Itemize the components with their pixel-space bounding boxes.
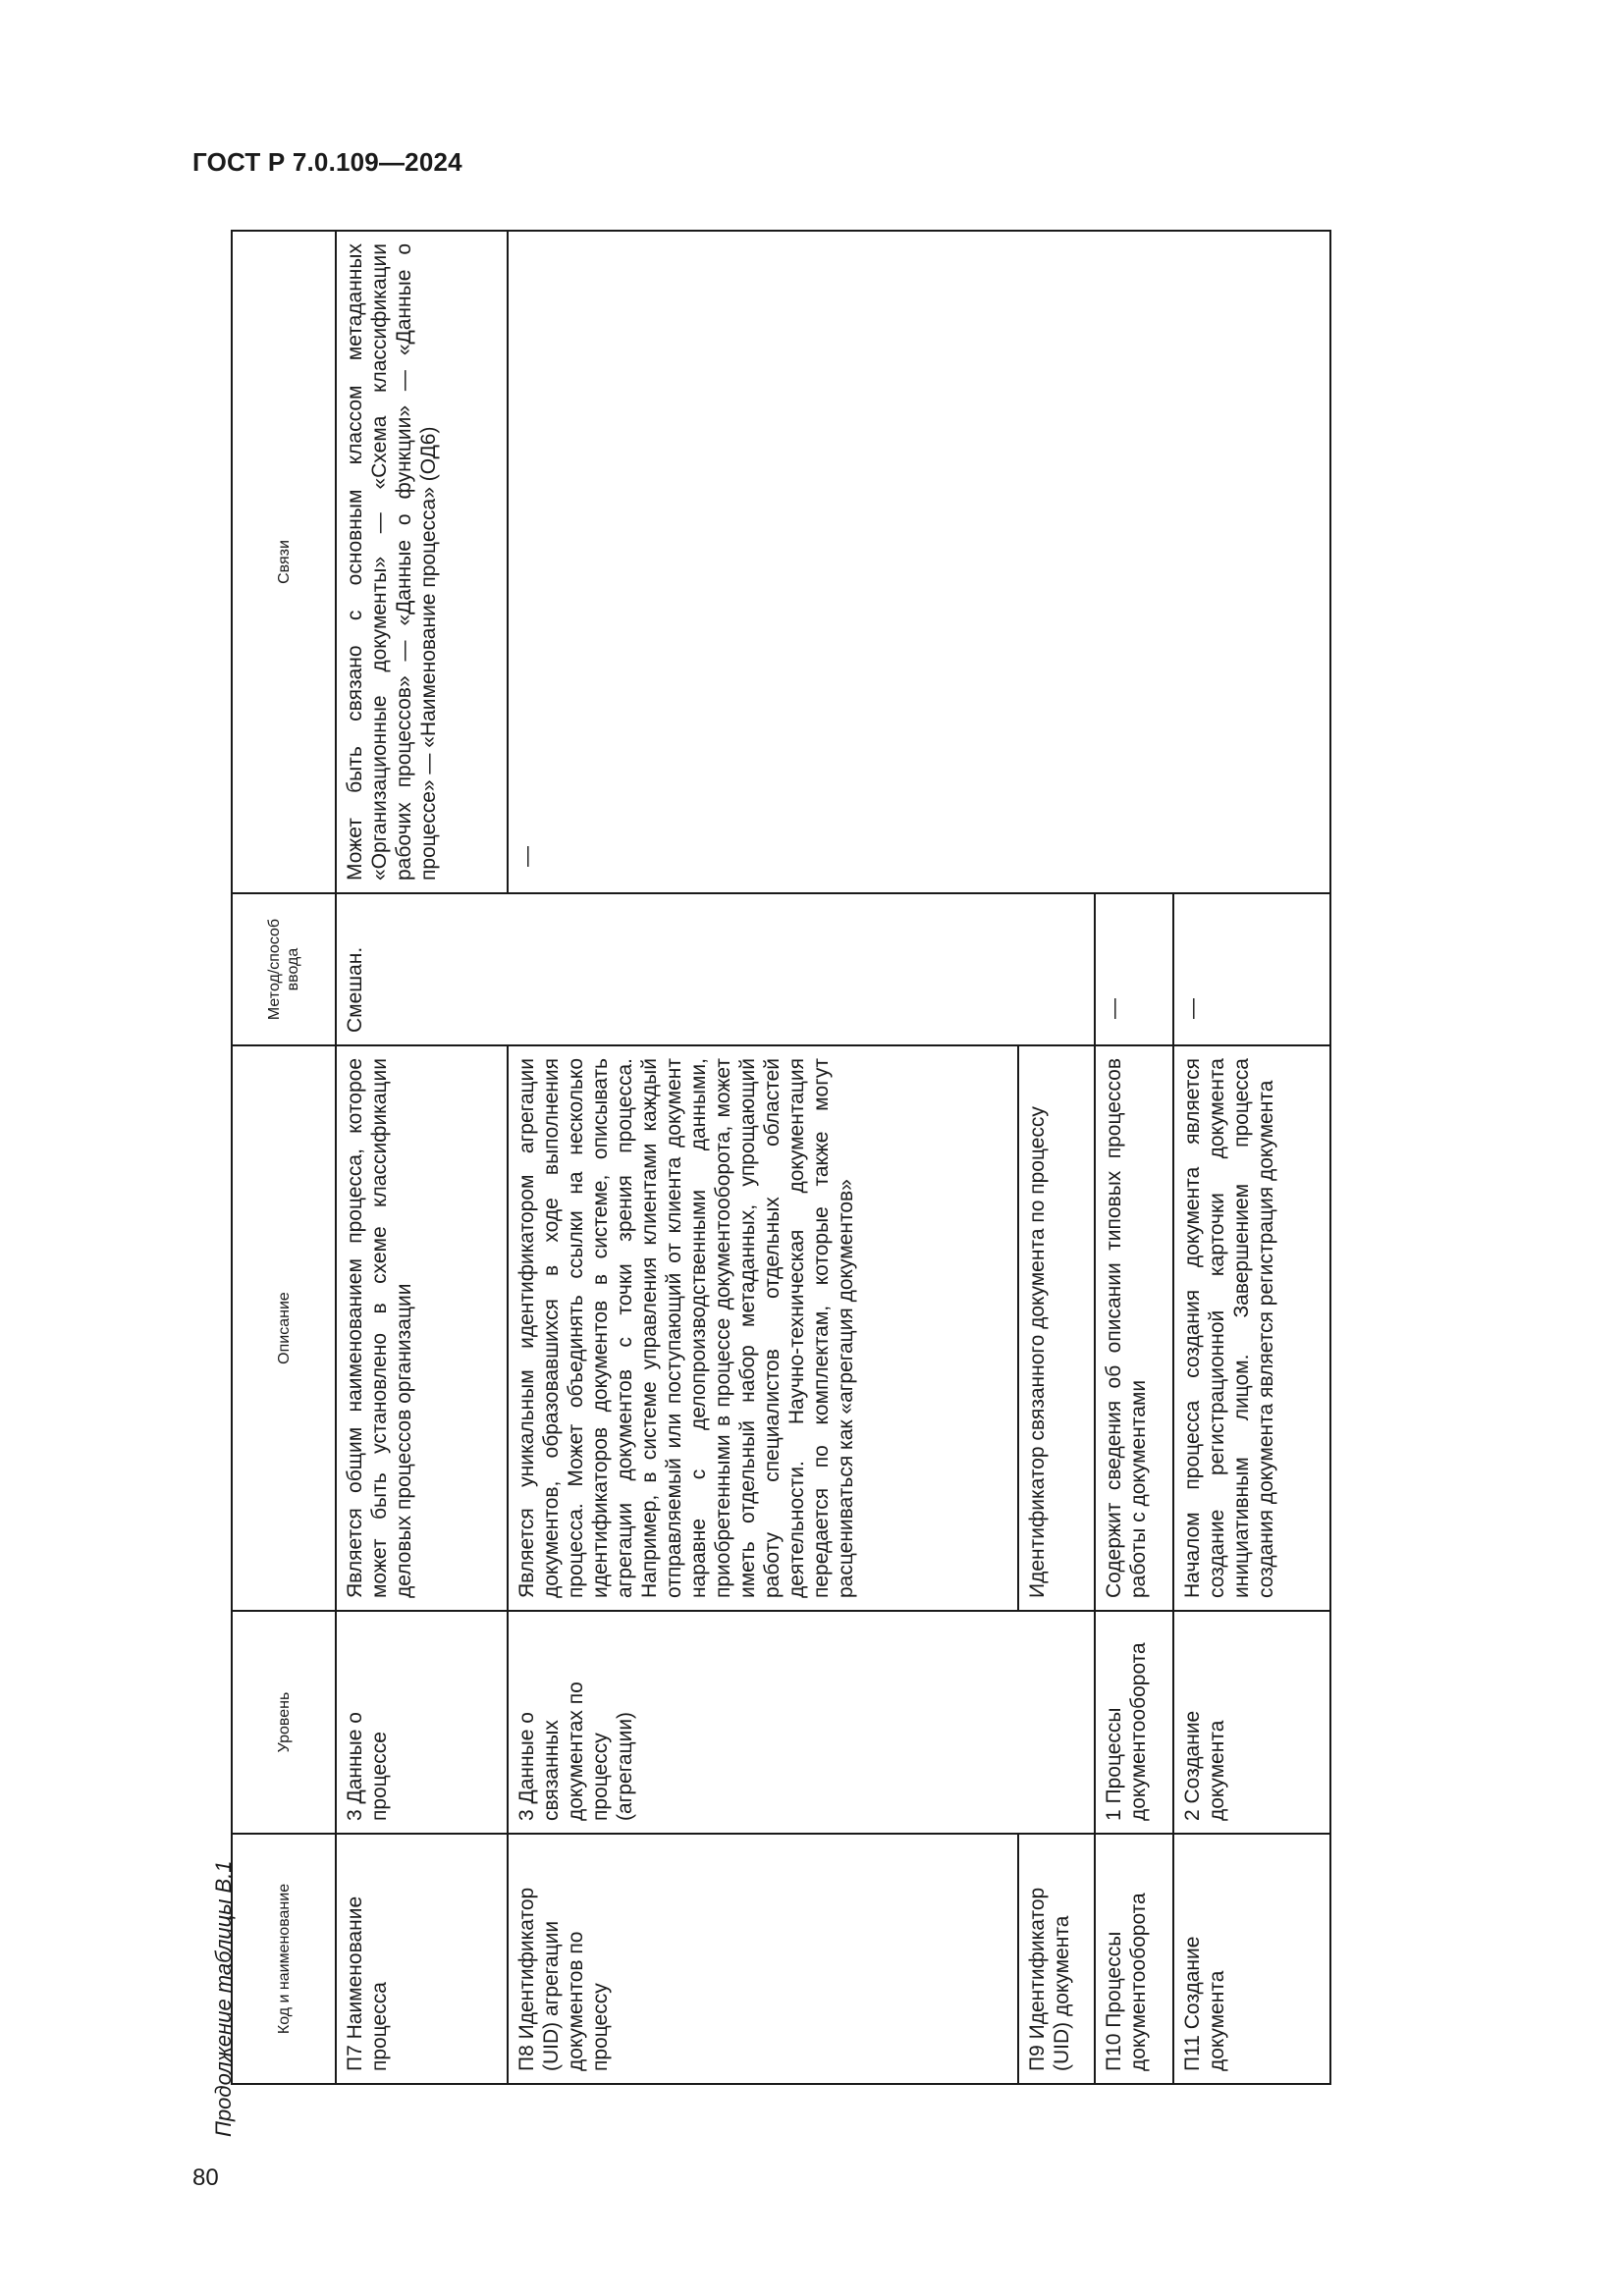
cell-relations: Может быть связано с основным классом метаданных «Организационные документы» — «Схема классификации рабочих процессов» — «Данные о функции» — «Данные о процессе» — «Наименование процесса» (ОД6) xyxy=(336,231,508,893)
table-header-row xyxy=(232,231,336,2084)
cell-relations: — xyxy=(508,231,1330,893)
table-row xyxy=(336,231,508,2084)
cell-description: Является уникальным идентификатором агрегации документов, образовавшихся в ходе выполнения процесса. Может объединять ссылки на несколько идентификаторов документов в системе, описывать агрегации документов с точки зрения процесса. Например, в системе управления клиентами каждый отправляемый или поступающий от клиента документ наравне с делопроизводственными данными, приобретенными в процессе документооборота, может иметь отдельный набор метаданных, упрощающий работу специалистов отдельных областей деятельности. Научно-техническая документация передается по комплектам, которые также могут расцениваться как «агрегация документов» xyxy=(508,1045,1018,1611)
cell-method: — xyxy=(1173,893,1330,1045)
cell-method: — xyxy=(1095,893,1173,1045)
rotated-table-container xyxy=(231,232,1340,2085)
table-row xyxy=(508,231,1018,2084)
column-header-method: Метод/способ ввода xyxy=(232,893,336,1045)
cell-level: 1 Процессы документооборота xyxy=(1095,1611,1173,1834)
column-header-relations: Связи xyxy=(232,231,336,893)
column-header-description: Описание xyxy=(232,1045,336,1611)
table-caption: Продолжение таблицы В.1 xyxy=(211,1860,236,2137)
cell-code: П8 Идентификатор (UID) агрегации документов по процессу xyxy=(508,1834,1018,2084)
cell-level: 3 Данные о связанных документах по процессу (агрегации) xyxy=(508,1611,1095,1834)
cell-code: П9 Идентификатор (UID) документа xyxy=(1018,1834,1095,2084)
cell-code: П10 Процессы документооборота xyxy=(1095,1834,1173,2084)
cell-level: 3 Данные о процессе xyxy=(336,1611,508,1834)
cell-description: Содержит сведения об описании типовых процессов работы с документами xyxy=(1095,1045,1173,1611)
document-code: ГОСТ Р 7.0.109—2024 xyxy=(192,147,462,177)
page-number: 80 xyxy=(192,2164,219,2191)
column-header-code: Код и наименование xyxy=(232,1834,336,2084)
cell-method: Смешан. xyxy=(336,893,1095,1045)
cell-level: 2 Создание документа xyxy=(1173,1611,1330,1834)
cell-description: Началом процесса создания документа является создание регистрационной карточки документа инициативным лицом. Завершением процесса создания документа является регистрация документа xyxy=(1173,1045,1330,1611)
cell-description: Идентификатор связанного документа по процессу xyxy=(1018,1045,1095,1611)
cell-code: П11 Создание документа xyxy=(1173,1834,1330,2084)
column-header-level: Уровень xyxy=(232,1611,336,1834)
cell-description: Является общим наименованием процесса, которое может быть установлено в схеме классификации деловых процессов организации xyxy=(336,1045,508,1611)
metadata-table xyxy=(231,230,1331,2085)
cell-code: П7 Наименование процесса xyxy=(336,1834,508,2084)
